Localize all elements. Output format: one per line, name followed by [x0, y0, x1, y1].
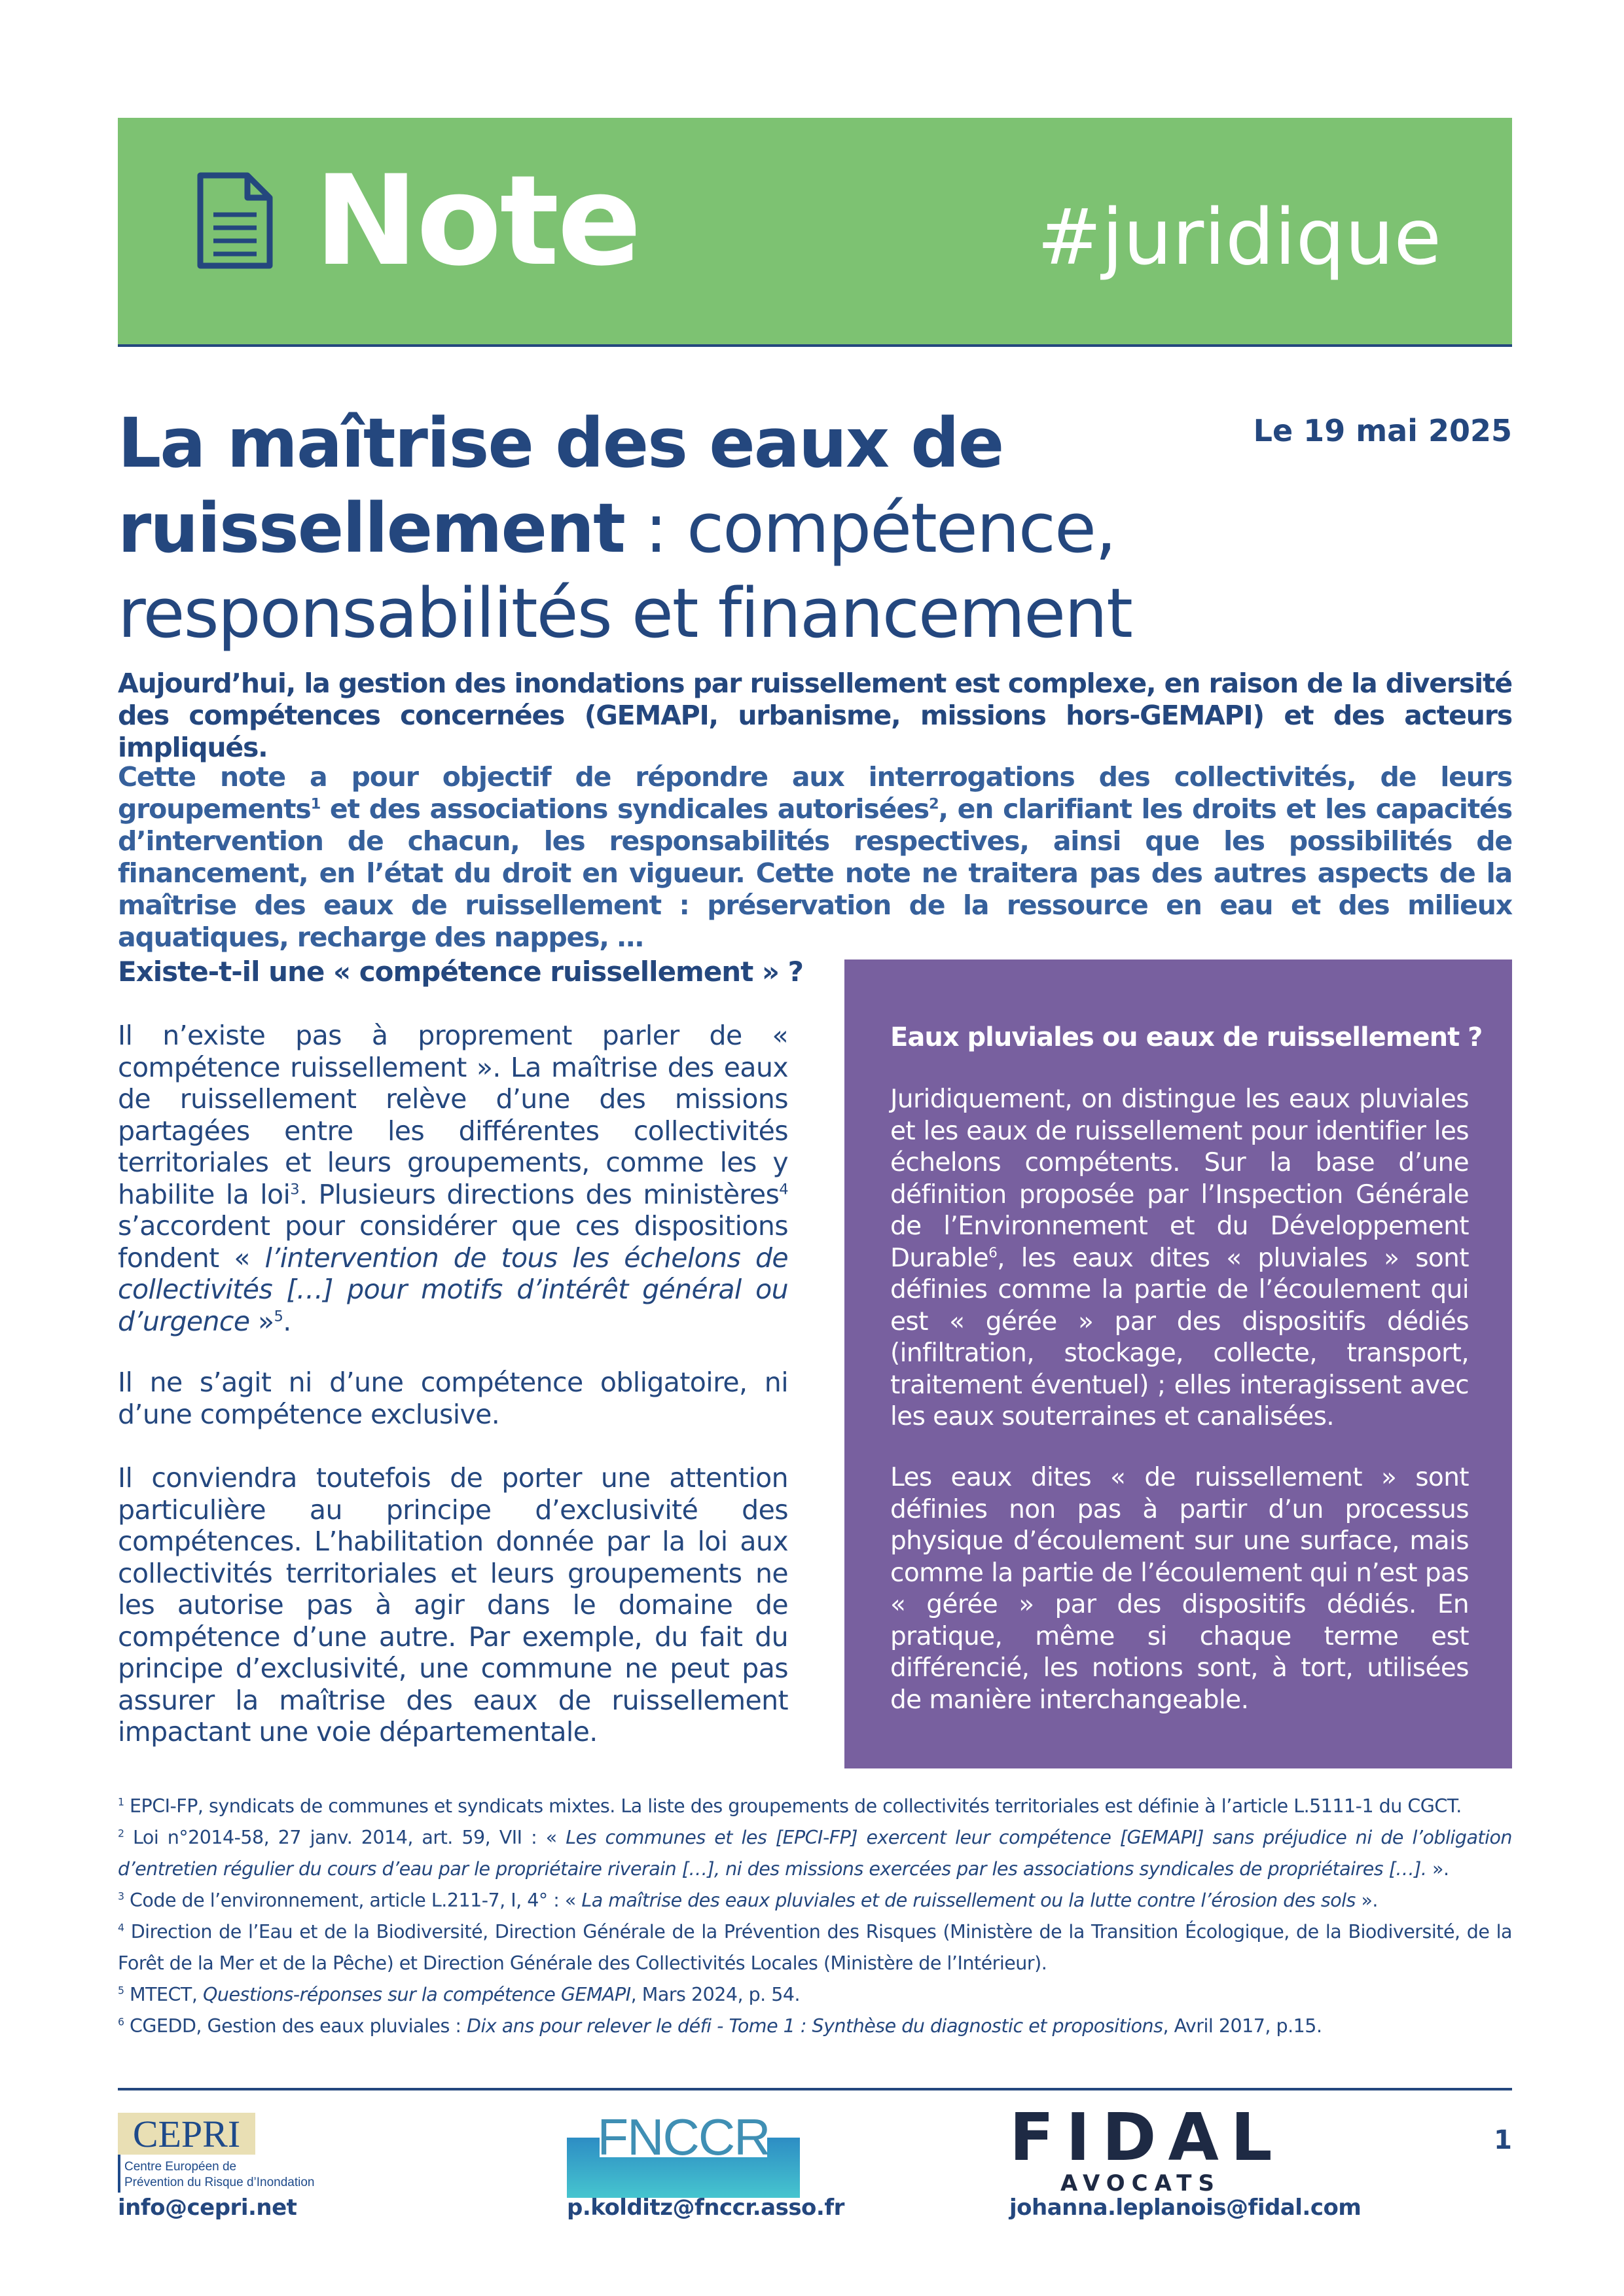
footnotes [118, 1791, 1512, 2042]
fnccr-logo [567, 2111, 800, 2198]
footnote-6: $^6$ CGEDD, Gestion des eaux pluviales : Dix ans pour relever le défi - Tome 1 : Synthèse du diagnostic et propositions, Avril 2017, p.15. [118, 2015, 1322, 2037]
paragraph-2: Il ne s’agit ni d’une compétence obligatoire, ni d’une compétence exclusive. [118, 1367, 788, 1430]
info-box-heading: Eaux pluviales ou eaux de ruissellement ? [890, 1022, 1483, 1052]
svg-text:Centre Européen de: Centre Européen de [124, 2160, 237, 2174]
fidal-email-link[interactable]: johanna.leplanois@fidal.com [1009, 2195, 1362, 2221]
footnote-3: $^3$ Code de l’environnement, article L.211-7, I, 4° : « La maîtrise des eaux pluviales et de ruissellement ou la lutte contre l’érosion des sols ». [118, 1890, 1378, 1911]
quote: l’intervention de tous les échelons de collectivités […] pour motifs d’intérêt général ou d’urgence [118, 1242, 788, 1337]
svg-text:CEPRI: CEPRI [132, 2113, 241, 2155]
footnote-ref-4[interactable]: 4 [779, 1180, 788, 1198]
paragraph-1: Il n’existe pas à proprement parler de « compétence ruissellement ». La maîtrise des eaux de ruissellement relève d’une des missions partagées entre les différentes collectivités territoriales et leurs groupements, comme les y habilite la loi$^3$. Plusieurs directions des ministères$^4$ s’accordent pour considérer que ces dispositions fondent « l’intervention de tous les échelons de collectivités […] pour motifs d’intérêt général ou d’urgence »$^5$. [118, 1020, 788, 1337]
footnote-4: $^4$ Direction de l’Eau et de la Biodiversité, Direction Générale de la Prévention des Risques (Ministère de la Transition Écologique, de la Biodiversité, de la Forêt de la Mer et de la Pêche) et Direction Générale des Collectivités Locales (Ministère de l’Intérieur). [118, 1921, 1512, 1974]
footnote-ref-1[interactable]: 1 [310, 795, 321, 813]
title-bold: La maîtrise des eaux de ruissellement [118, 403, 1003, 568]
footnote-ref-2[interactable]: 2 [929, 795, 939, 813]
svg-text:FNCCR: FNCCR [597, 2111, 770, 2166]
fnccr-email-link[interactable]: p.kolditz@fnccr.asso.fr [567, 2195, 844, 2221]
section-heading: Existe-t-il une « compétence ruissellement » ? [118, 956, 804, 988]
header-rule [118, 344, 1512, 347]
footnote-5: $^5$ MTECT, Questions-réponses sur la compétence GEMAPI, Mars 2024, p. 54. [118, 1984, 801, 2005]
title-light: : compétence, responsabilités et financement [118, 488, 1132, 653]
info-box-paragraph-1: Juridiquement, on distingue les eaux pluviales et les eaux de ruissellement pour identifier les échelons compétents. Sur la base d’une définition proposée par l’Inspection Générale de l’Environnement et du Développement Durable$^6$, les eaux dites « pluviales » sont définies comme la partie de l’écoulement qui est « gérée » par des dispositifs dédiés (infiltration, stockage, collecte, transport, traitement éventuel) ; elles interagissent avec les eaux souterraines et canalisées. [890, 1085, 1469, 1431]
note-label: Note [314, 149, 640, 293]
document-date: Le 19 mai 2025 [1253, 413, 1512, 448]
fidal-logo-subtitle: AVOCATS [1060, 2170, 1221, 2197]
footer-rule [118, 2088, 1512, 2090]
document-icon [196, 171, 274, 270]
fidal-logo: FIDAL [1009, 2099, 1284, 2176]
paragraph-3: Il conviendra toutefois de porter une attention particulière au principe d’exclusivité des compétences. L’habilitation donnée par la loi aux collectivités territoriales et leurs groupements ne les autorise pas à agir dans le domaine de compétence d’une autre. Par exemple, du fait du principe d’exclusivité, une commune ne peut pas assurer la maîtrise des eaux de ruissellement impactant une voie départementale. [118, 1462, 788, 1748]
intro-lead: Aujourd’hui, la gestion des inondations par ruissellement est complexe, en raison de la diversité des compétences concernées (GEMAPI, urbanisme, missions hors-GEMAPI) et des acteurs impliqués. [118, 668, 1512, 763]
intro-objective: Cette note a pour objectif de répondre aux interrogations des collectivités, de leurs groupements$^1$ et des associations syndicales autorisées$^2$, en clarifiant les droits et les capacités d’intervention de chacun, les responsabilités respectives, ainsi que les possibilités de financement, en l’état du droit en vigueur. Cette note ne traitera pas des autres aspects de la maîtrise des eaux de ruissellement : préservation de la ressource en eau et des milieux aquatiques, recharge des nappes, … [118, 761, 1512, 953]
footnote-1: $^1$ EPCI-FP, syndicats de communes et syndicats mixtes. La liste des groupements de collectivités territoriales est définie à l’article L.5111-1 du CGCT. [118, 1795, 1462, 1817]
hashtag-label: #juridique [1037, 192, 1441, 282]
svg-text:Prévention du Risque d’Inondat: Prévention du Risque d’Inondation [124, 2176, 315, 2189]
footnote-ref-6[interactable]: 6 [988, 1244, 998, 1261]
footnote-ref-5[interactable]: 5 [274, 1307, 283, 1325]
info-box-paragraph-2: Les eaux dites « de ruissellement » sont définies non pas à partir d’un processus physique d’écoulement sur une surface, mais comme la partie de l’écoulement qui n’est pas « gérée » par des dispositifs dédiés. En pratique, même si chaque terme est différencié, les notions sont, à tort, utilisées de manière interchangeable. [890, 1463, 1469, 1715]
cepri-email-link[interactable]: info@cepri.net [118, 2195, 297, 2221]
cepri-logo [118, 2113, 353, 2193]
page-number: 1 [1494, 2125, 1512, 2155]
footnote-ref-3[interactable]: 3 [290, 1180, 300, 1198]
footnote-2: $^2$ Loi n°2014-58, 27 janv. 2014, art. 59, VII : « Les communes et les [EPCI-FP] exercent leur compétence [GEMAPI] sans préjudice ni de l’obligation d’entretien régulier du cours d’eau par le propriétaire riverain […], ni des missions exercées par les associations syndicales de propriétaires […]. ». [118, 1827, 1512, 1880]
